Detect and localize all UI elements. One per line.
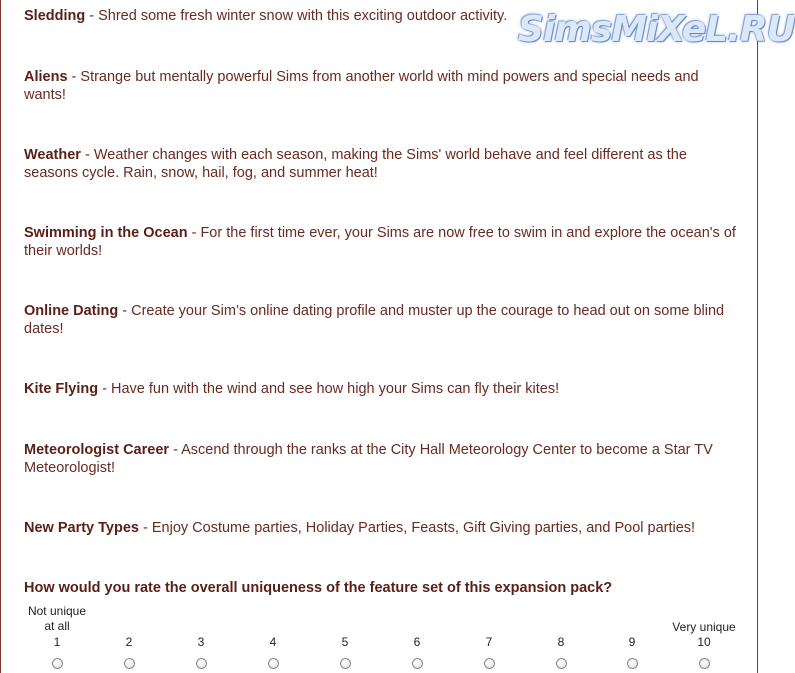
feature-desc: - Create your Sim’s online dating profile and muster up the courage to head out on some blind dates! (24, 303, 725, 337)
rating-radio-1[interactable] (52, 658, 63, 669)
feature-desc: - Have fun with the wind and see how high your Sims can fly their kites! (98, 381, 560, 397)
feature-item-party-types (24, 519, 736, 537)
feature-item-sledding (24, 7, 736, 25)
rating-scale (0, 604, 760, 673)
rating-radio-5[interactable] (340, 658, 351, 669)
feature-title: Sledding (24, 8, 86, 24)
feature-item-online-dating (24, 302, 736, 338)
rating-number: 4 (269, 635, 277, 649)
rating-number: 3 (197, 635, 205, 649)
rating-question: How would you rate the overall uniqueness of the feature set of this expansion pack? (24, 580, 613, 596)
feature-item-meteorologist (24, 441, 736, 477)
rating-radio-4[interactable] (268, 658, 279, 669)
feature-desc: - Ascend through the ranks at the City Hall Meteorology Center to become a Star TV Meteorologist! (24, 442, 713, 476)
feature-title: New Party Types (24, 520, 139, 536)
rating-number: 5 (341, 635, 349, 649)
rating-radio-6[interactable] (412, 658, 423, 669)
feature-desc: - For the first time ever, your Sims are now free to swim in and explore the ocean's of their worlds! (24, 225, 736, 259)
rating-number: 2 (125, 635, 133, 649)
high-label: Very unique (672, 620, 736, 634)
rating-number: 6 (413, 635, 421, 649)
rating-number: 9 (628, 635, 636, 649)
feature-desc: - Weather changes with each season, making the Sims' world behave and feel different as the seasons cycle. Rain, snow, hail, fog, and summer heat! (24, 147, 687, 181)
watermark-logo: SimsMiXeL.RU (518, 9, 795, 50)
feature-item-weather (24, 146, 736, 182)
feature-title: Aliens (24, 69, 68, 85)
feature-desc: - Enjoy Costume parties, Holiday Parties, Feasts, Gift Giving parties, and Pool parties! (138, 520, 696, 536)
rating-number: 8 (557, 635, 565, 649)
rating-radio-9[interactable] (627, 658, 638, 669)
rating-radio-8[interactable] (556, 658, 567, 669)
rating-number: 7 (485, 635, 493, 649)
feature-title: Kite Flying (24, 381, 99, 397)
low-label-line2: at all (44, 619, 70, 633)
feature-title: Weather (24, 147, 81, 163)
rating-radio-7[interactable] (484, 658, 495, 669)
feature-title: Online Dating (24, 303, 119, 319)
feature-item-aliens (24, 68, 736, 104)
feature-desc: - Shred some fresh winter snow with this exciting outdoor activity. (85, 8, 508, 24)
rating-number: 1 (53, 635, 61, 649)
rating-radio-10[interactable] (699, 658, 710, 669)
feature-item-swimming (24, 224, 736, 260)
low-label-line1: Not unique (27, 604, 87, 618)
rating-radio-2[interactable] (124, 658, 135, 669)
feature-desc: - Strange but mentally powerful Sims from another world with mind powers and special needs and wants! (24, 69, 699, 103)
feature-title: Meteorologist Career (24, 442, 170, 458)
rating-radio-3[interactable] (196, 658, 207, 669)
feature-title: Swimming in the Ocean (24, 225, 188, 241)
feature-item-kite-flying (24, 380, 736, 398)
rating-number: 10 (697, 635, 711, 649)
